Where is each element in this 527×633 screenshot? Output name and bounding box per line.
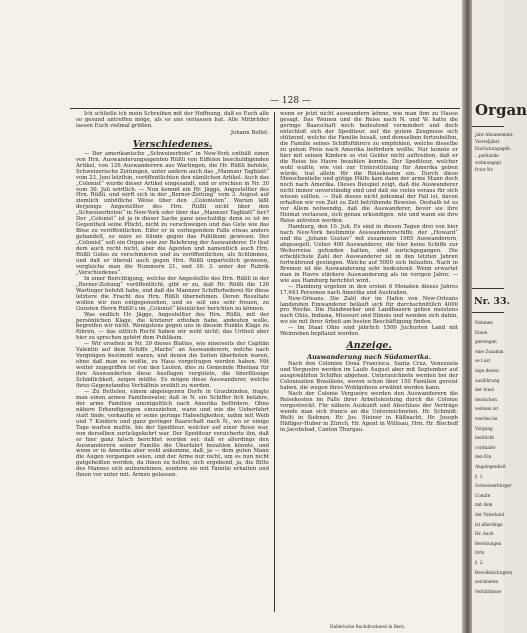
adjacent-snippet: Nehmen — [475, 320, 493, 325]
page-number: — 128 — — [270, 96, 311, 106]
article-paragraph: In einer Berichtigung, welche der Angestellte des Hrn. Rüßli in der „Berner-Zeitung“ veröffentlicht, gibt er zu, daß Hr. Rüßli die 126 Wartinger befehlt habe, und daß die Mannzer Schiffsrhederei für diese letztere die Fracht des Hrn. Rüßli übernehmen. Deren Resultate wollen wir nun entgegensehen, und es soll uns sehr freuen, zu Gunsten Herrn Rüßli's im „Colonist“ kleinlicher berichten zu können. — [76, 275, 269, 312]
intro-paragraph: Ich schließe ich mein Schreiben mit der Hoffnung, daß es Euch alle so gesund antreffen möge, als es uns verlassen hat. Alle Mitbrüder lassen Euch vielmal grüßen. — [76, 111, 269, 129]
book-gutter — [462, 0, 472, 633]
adjacent-snippet: Bereitungen — [475, 540, 502, 546]
adjacent-snippet: ausführung — [475, 377, 500, 383]
ad-heading: Auswanderung nach Südamerika. — [306, 353, 432, 362]
adjacent-snippet: §. 2. — [475, 560, 484, 565]
adjacent-snippet: bedrückt — [475, 435, 495, 441]
adjacent-snippet: Hr. Auch — [475, 531, 494, 537]
right-column — [280, 112, 458, 434]
article-paragraph: — Zu Bettelen, einem abgelegenen Dorfe in Graubünden, fragte man einen armen Familienvater, daß in N. ein Schiffer fich befahre, der arme Familien unentgeltlich nach Amerika befördere. Ohne nähere Erkundigungen einzuziehen, wann und wie die Ueberfahrt statt finde, verkaufte er seine geringe Habseligkeiten, nahm mit Weib und 7 Kindern und ganz geringer Baarschaft nach N., wo er einige Tage warten mußte, bis der Spediteur, welcher auf einer Reise war, von derselben zurückgekehrt war. Der Spediteur versicherte ihn, daß er hier ganz falsch berichtet worden sei; daß er allerdings den Auswanderern seiner Familie die Überfahrt bezahlen könnte, und wenn er in Amerika aber wohl ankomme, daß, ja — dem guten Mann die Augen vergangen seien, und der Arme nur nicht, um es nun nicht gutgeheißen worden, da ihnen zu helfen, sich ergebend, ja, die Bitte des Mannes sich aufzunehmen, sondern sie mit Familie erhalten und ihnen vor unter mit. Armen gelassen. — [76, 388, 269, 479]
adjacent-snippet: werden be — [475, 416, 498, 421]
adjacent-rule — [472, 126, 504, 127]
adjacent-rule — [472, 312, 504, 313]
anzeige-heading: Anzeige. — [346, 340, 392, 352]
column-divider — [274, 112, 275, 612]
article-paragraph: wenn er jetzt nicht auswandern könne, wie man ihm zu Hause gesagt. Das Weinen und die Reise nach N. und W. hatte die geringe Baarschaft noch bedeutend vermindert und doch entschloß sich der Spediteur, auf die gutem Zeugnisse sich stützend, welche die Familie besaß, und demselben fortzuhelfen, die Familie seines Schiffsführers zu empfehlen, welche dieselbe zu gutem Preis nach Amerika befördern wollte. Nur konnte er hier mit seinen Kindern so viel Gelder nicht auftreiben, daß er die Reise bis Havre bezahlen konnte. Der Spediteur, welcher wohl wußte, wie viel zur Unterstützung für Amerika geben würde, trat allein für die Reisekosten ein. Durch diese Menschenliebe und gütige Hülfe kam dann der arme Mann doch noch nach Amerika. Dieses Beispiel zeigt, daß die Auswanderer nicht immer unverständig sind und daß sie vieles voraus für sich wissen sollten. — Daß dieses nicht jedesmal der Fall ist, davon erhalten wir von Zeit zu Zeit betrübende Beweise. Deshalb ist es vor Allem notwendig, daß die Auswanderer, bevor sie ihre Heimat verlassen, sich genau erkundigen, wie und wann sie ihre Reise antreten werden. — [280, 111, 458, 225]
adjacent-snippet: mit dem — [475, 502, 493, 508]
adjacent-issue-number: Nr. 33. — [474, 296, 510, 307]
adjacent-snippet: Vorgang — [475, 425, 493, 431]
signature: Johann Bollet. — [230, 129, 269, 136]
adjacent-line: ...petitzeile — [475, 153, 499, 158]
adjacent-snippet: cordnaler — [475, 444, 496, 450]
adjacent-snippet: wehnen ist — [475, 406, 499, 412]
adjacent-snippet: der Vaterland — [475, 512, 505, 517]
adjacent-snippet: Verhältnisse — [475, 588, 502, 594]
adjacent-snippet: zeichneten — [475, 579, 499, 585]
news-paragraph: Hamburg, den 10. Juli. Es sind in diesen Tagen drei von hier nach New-York bestimmte Auswandererschiffe, der „Howard“ und die „Johann Gustav“ mit zusammen 1065 Auswanderern, abgesegelt. Ueber 400 Auswanderer, die hier keine Schiffe zur Weiterreise gefunden hatten, sind zurückgegangen. Die erheblichste Zahl der Auswanderer ist in den letzten Jahren fortwährend gestiegen. Welche auf 5000 sich belaufen. Nach in Bremen ist die Auswanderung sehr bedeutend. Wenn erwartet man in Havre stärkere Auswanderung als im vorigen Jahre; — wie aus Hamburg berichtet wird. — [280, 224, 458, 284]
article-paragraph: — Der amerikanische „Schweizerbote“ in New-York enthält einen von Hrn. Auswanderungsagenten Rüßli von Eiffelen beschuldigenden Artikel, von 126 Auswanderern aus Wartingen, die Hr. Rüßli befehle, Schweizerische Zeitungen, unter andern auch das „Mannzer Tagblatt“ vom 23. Juni letzthin, veröffentlichten den nämlichen Artikel. Auch das „Colonist“ wurde dieser Artikel eingesandt, und er erschien in Nr. 30 vom 30. Juli wörtlich. — Nun kommt ein Hr. Jägge, Angestellter des Hrn. Rüßli, und wirft sich in der „Berner-Zeitung“ vom 3. August auf ziemlich unhöfliche Weise über den „Colonisten“. Warum läßt derjenige Angestellter des Hrn. Rüßli nicht über den „Schweizerboten“ in New-York oder über das „Mannzer Tagblatt“ her? Der „Colonist“ ist ja in dieser Sache ganz unschuldig; denn es ist im Gegentheil seine Pflicht, nicht zu verschweigen und das Gute wie das Böse zu veröffentlichen. Eifer er in vorliegendem Falle etwas anders gehandelt, so wäre es Sünde gegen das Publikum gewesen. Der „Colonist“ soll ein Organ sein zur Belehrung der Auswanderer. Er thut dem auch recht nicht, aber die Agenten und namentlich auch Hrn. Rüßli Gutes zu verschmieren und zu veröffentlichen, als Schlimmes, und daß er überall auch gegen Hrn. Rüßli unparteilich gewesen, vergleiche man die Nummern 21, und 30. 3. unter der Rubrik „Verschiedenes“. — [76, 150, 269, 276]
section-heading: Verschiedenes. — [132, 138, 213, 150]
adjacent-snippet: der fonst — [475, 387, 495, 393]
adjacent-page — [472, 0, 527, 633]
adjacent-snippet: Angelegenheit — [475, 464, 506, 469]
adjacent-snippet: gierungen — [475, 339, 497, 345]
adjacent-snippet: nige deutsc — [475, 368, 500, 373]
adjacent-snippet: se Lust — [475, 358, 491, 364]
adjacent-snippet: Orts — [475, 550, 485, 556]
news-paragraph: New-Orleans. Die Zahl der im Hafen von New-Orleans landenden Einwanderer beläuft sich für durchschnittlich 4000 pro Woche. Die Handwerker und Landbauern gehen meistens nach Ohio, Indiana, Missouri und Illinois und wenden sich dahin, wo sie mit ihrer Arbeit am besten Beschäftigung finden. — [280, 295, 458, 326]
adjacent-snippet: den Ein — [475, 454, 492, 460]
ad-paragraph: Nach den Colonien Dona Francisca, Santa Cruz, Venezuela und Vergueiro werden im Laufe August aber mit September auf ausgewählten Schiffen abgehen. Unterzeichnete werden bei der Colonisation Brasiliens, wovon schon über 150 Familien gereist haben, die wegen ihres Wohlgebens erwähnt werden kann. — [280, 361, 458, 392]
adjacent-title: Organ — [475, 101, 527, 119]
adjacent-snippet: Einen — [475, 329, 488, 335]
adjacent-line: fr.ter Nr. — [475, 167, 494, 172]
adjacent-line: Jahr-Abonnement: — [475, 132, 514, 137]
article-paragraph: Was endlich Hr. Jägge, Angestellter des Hrn. Rüßli, mit der persönlichen Klage, die letzterer erhoben habe, andeuten wolle, begreifen wir nicht. Wenigstens gegen uns in diesem Punkte Klage zu führen, — das sittlich Recht haben wir wohl nicht; das Urtheil aber hier zu sprechen gehört dem Publikum. — [76, 311, 269, 342]
header-rule — [70, 108, 460, 109]
adjacent-line: Einrückungsgeb. — [475, 146, 512, 151]
news-paragraph: — Hamburg ergehen in den ersten 6 Monaten dieses Jahres 17,643 Personen nach Amerika und Australien. — [280, 283, 458, 296]
adjacent-line: wohnungspl. — [475, 160, 503, 165]
article-paragraph: — Wir ersehen in Nr. 39 dieses Blattes, wie einerseits der Capitän Valentin auf dem Schiffe „Marbo“ an Auswanderern, welche nach Vergnügen bestimmt waren, und denen die Seiten überboten waren, ohne daß man es wußte, zu Haus vorgetragen werden haben. Mit weiter zugegriffen ist von den Leuten, dies zu Gemeinde Rheinau für ihre Auswanderten diese Ausflagen vergütete, die überflüssige Schädlichkeit, zeigen müßte. Es mögen diese Auswanderer, welche ihres Gegenstandes Verhältnis erzählt zu werden. — [76, 341, 269, 389]
news-paragraph: — Im Staat Ohio sind jährlich 1500 Juchurten Land mit Weinreben bepflanzt worden. — [280, 325, 458, 338]
adjacent-snippet: Comité — [475, 492, 491, 498]
adjacent-snippet: ist allerdings — [475, 521, 503, 527]
left-column — [76, 112, 269, 479]
adjacent-snippet: Bevollmächtigten — [475, 569, 513, 575]
adjacent-rule — [472, 288, 504, 289]
ad-paragraph: Nach der Colonie Vergueiro werden den Auswanderern die Reisekosten im Falle ihrer Arbeitsleistung durch die Colonie vorgestreckt. Für nähere Auskunft und Abschluss der Verträge wende man sich franco an die Unterzeichneten, Hr. Schmidt-Welti in Siebnen, Hr. Jos. Steiner in Küßnacht, Hr. Joseph Häfliger-Huber in Zürich, Hr. Agent in Willisau, Hrn. Hr. Bischoff in Jacobsbad, Canton Thurgau. — [280, 390, 458, 433]
adjacent-snippet: deutschen — [475, 396, 497, 402]
adjacent-snippet: eine Zusamm — [475, 348, 504, 354]
adjacent-snippet: §. 1. — [475, 473, 484, 479]
printer-footer: Hallerische Buchdruckerei in Bern. — [330, 624, 406, 629]
adjacent-line: Vierteljährl. — [475, 139, 501, 144]
adjacent-snippet: Schweizerbürger — [475, 483, 512, 489]
